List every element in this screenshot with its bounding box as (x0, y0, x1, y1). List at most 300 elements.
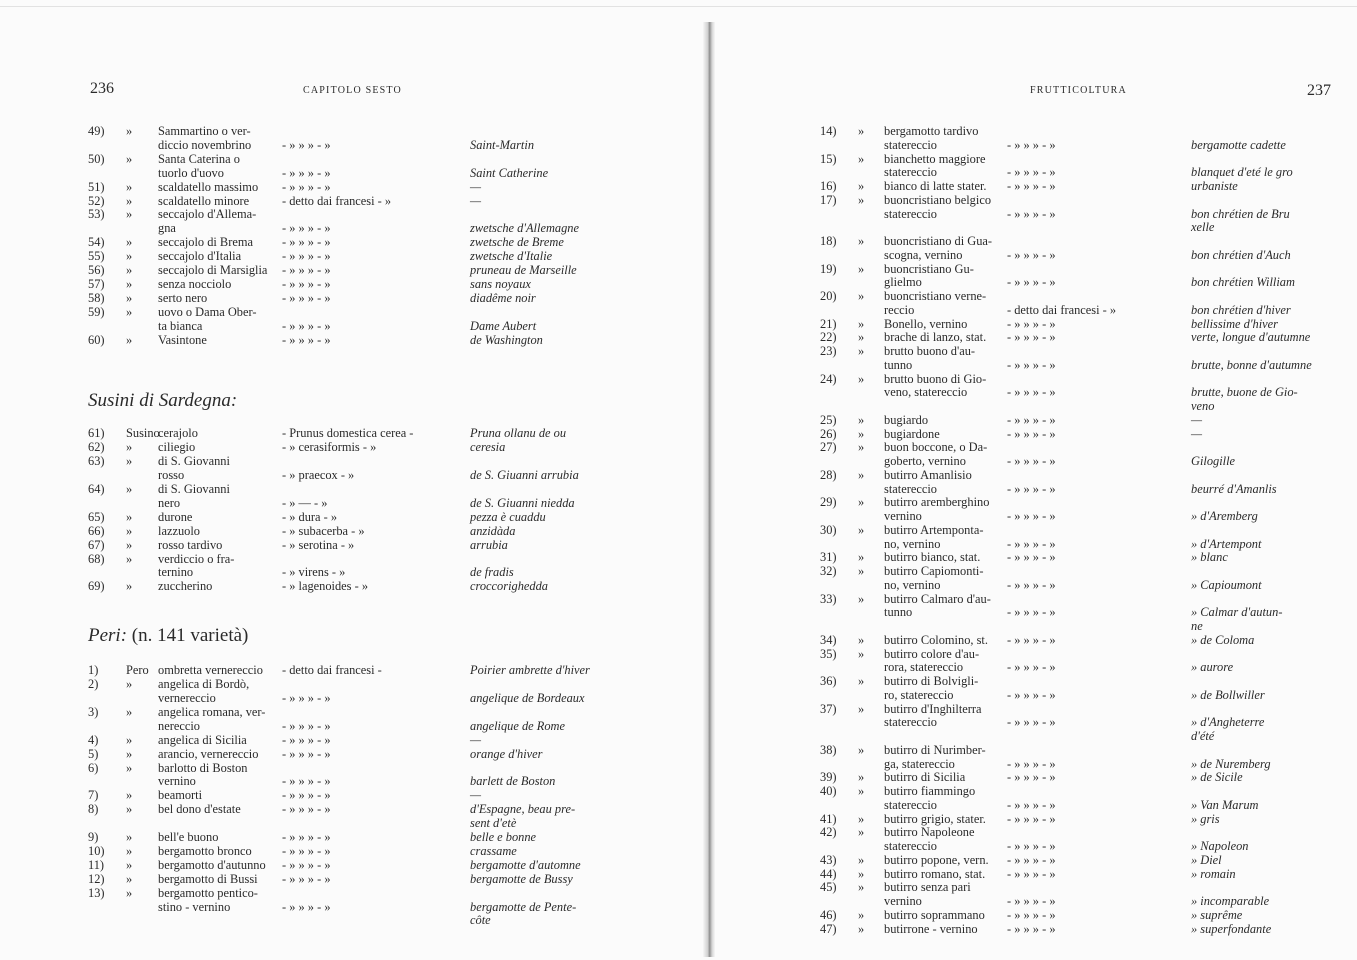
french-name: veno (1191, 399, 1215, 413)
connector: - » » » - » (282, 732, 331, 747)
connector: - » » » - » (282, 718, 331, 733)
italian-name: Vasintone (158, 332, 207, 347)
french-name: urbaniste (1191, 179, 1238, 193)
entry-number: 14) (820, 124, 837, 138)
entry-number: 11) (88, 857, 105, 872)
entry-number: 61) (88, 426, 105, 441)
italian-name: seccajolo d'Allema- (158, 207, 257, 222)
entry-number: 53) (88, 207, 105, 222)
italian-name: rora, statereccio (884, 660, 964, 675)
connector: - » » » - » (1007, 137, 1056, 152)
ditto-mark: » (858, 344, 865, 358)
ditto-mark: » (126, 509, 133, 524)
italian-name: butirro grigio, stater. (884, 811, 986, 826)
connector: - » » » - » (1007, 756, 1056, 771)
italian-name: bugiardone (884, 426, 940, 441)
connector: - » » » - » (282, 788, 331, 803)
connector: - » » » - » (282, 221, 331, 236)
ditto-mark: Pero (126, 663, 149, 678)
section-heading-peri-count: (n. 141 varietà) (131, 625, 249, 646)
italian-name: glielmo (884, 275, 922, 290)
french-name: d'été (1191, 729, 1215, 743)
entry-number: 26) (820, 426, 837, 441)
entry-number: 69) (88, 579, 105, 594)
italian-name: stino - vernino (158, 899, 231, 914)
french-name: sans noyaux (470, 276, 531, 291)
french-name: pruneau de Marseille (470, 263, 577, 277)
italian-name: bianchetto maggiore (884, 151, 986, 166)
french-name: bellissime d'hiver (1191, 316, 1278, 331)
italian-name: statereccio (884, 797, 937, 812)
italian-name: goberto, vernino (884, 454, 966, 468)
italian-name: angelica di Bordò, (158, 677, 250, 692)
connector: - » » » - » (282, 899, 331, 914)
connector: - » » » - » (282, 263, 331, 277)
french-name: ceresia (470, 440, 506, 455)
section-heading-peri-label: Peri: (88, 625, 128, 646)
connector: - » praecox - » (282, 468, 355, 483)
italian-name: bergamotto d'autunno (158, 857, 266, 872)
ditto-mark: » (126, 263, 133, 277)
ditto-mark: » (858, 674, 865, 688)
connector: - » » » - » (1007, 660, 1056, 675)
french-name: bergamotte d'automne (470, 857, 581, 872)
entry-number: 50) (88, 151, 105, 166)
french-name: bon chrétien William (1191, 275, 1295, 290)
entry-number: 19) (820, 261, 837, 276)
ditto-mark: » (858, 234, 865, 248)
italian-name: nero (158, 495, 181, 510)
connector: - » » » - » (282, 290, 331, 305)
ditto-mark: » (858, 151, 865, 166)
entry-number: 23) (820, 344, 837, 358)
italian-name: ga, statereccio (884, 756, 955, 771)
italian-name: lazzuolo (158, 523, 200, 538)
italian-name: buoncristiano Gu- (884, 261, 974, 276)
ditto-mark: » (858, 921, 865, 936)
french-name: bon chrétien d'Auch (1191, 247, 1291, 262)
italian-name: veno, statereccio (884, 385, 968, 400)
french-name: bergamotte de Bussy (470, 871, 573, 886)
entry-number: 24) (820, 371, 837, 386)
ditto-mark: » (126, 885, 133, 900)
connector: - » serotina - » (282, 537, 355, 552)
entry-number: 1) (88, 663, 99, 678)
connector: - » » » - » (1007, 426, 1056, 441)
italian-name: nereccio (158, 718, 200, 733)
section-heading-susini-sardegna: Susini di Sardegna: (88, 390, 238, 411)
italian-name: vernereccio (158, 691, 216, 705)
italian-name: arancio, vernereccio (158, 746, 259, 761)
connector: - » » » - » (1007, 316, 1056, 331)
ditto-mark: » (858, 742, 865, 757)
entry-number: 21) (820, 316, 837, 331)
connector: - » » » - » (1007, 206, 1056, 221)
italian-name: durone (158, 509, 193, 524)
entry-number: 55) (88, 249, 105, 264)
italian-name: ta bianca (158, 318, 203, 333)
french-name: » Calmar d'autun- (1191, 605, 1283, 620)
french-name: » blanc (1191, 550, 1228, 565)
italian-name: buon boccone, o Da- (884, 440, 988, 455)
french-name: sent d'etè (470, 816, 517, 831)
italian-name: statereccio (884, 715, 937, 730)
french-name: d'Espagne, beau pre- (470, 802, 576, 817)
french-name: Saint Catherine (470, 165, 549, 180)
connector: - detto dai francesi - » (1007, 302, 1117, 317)
ditto-mark: » (126, 788, 133, 803)
italian-name: buoncristiano verne- (884, 289, 987, 303)
ditto-mark: » (126, 551, 133, 566)
italian-name: angelica romana, ver- (158, 704, 266, 719)
ditto-mark: » (858, 701, 865, 716)
italian-name: butirro di Bolvigli- (884, 674, 979, 688)
connector: - » » » - » (1007, 715, 1056, 730)
connector: - » » » - » (282, 857, 331, 872)
entry-number: 35) (820, 646, 837, 661)
entry-number: 59) (88, 304, 105, 319)
entry-number: 18) (820, 234, 837, 248)
entry-number: 33) (820, 591, 837, 606)
ditto-mark: » (126, 579, 133, 594)
french-name: blanquet d'eté le gro (1191, 165, 1293, 180)
french-name: angelique de Rome (470, 718, 565, 733)
entry-number: 66) (88, 523, 105, 538)
ditto-mark: » (858, 316, 865, 331)
entry-number: 34) (820, 632, 837, 647)
connector: - » » » - » (1007, 247, 1056, 262)
connector: - » » » - » (282, 843, 331, 858)
connector: - » » » - » (282, 235, 331, 250)
entry-number: 4) (88, 732, 99, 747)
ditto-mark: » (858, 440, 865, 455)
ditto-mark: » (126, 151, 133, 166)
french-name: angelique de Bordeaux (470, 691, 585, 705)
italian-name: ternino (158, 565, 194, 580)
entry-number: 46) (820, 907, 837, 922)
ditto-mark: » (126, 871, 133, 886)
french-name: » aurore (1191, 660, 1234, 675)
connector: - Prunus domestica cerea - (282, 426, 414, 441)
entry-number: 8) (88, 802, 99, 817)
connector: - » » » - » (282, 179, 331, 194)
italian-name: di S. Giovanni (158, 482, 230, 496)
italian-name: ombretta vernereccio (158, 663, 263, 678)
ditto-mark: » (126, 193, 133, 208)
italian-name: butirro di Sicilia (884, 770, 966, 785)
italian-name: butirro Calmaro d'au- (884, 591, 991, 606)
italian-name: uovo o Dama Ober- (158, 304, 257, 319)
french-name: — (1191, 426, 1203, 441)
italian-name: rosso tardivo (158, 537, 223, 552)
connector: - » » » - » (1007, 550, 1056, 565)
italian-name: butirro Capiomonti- (884, 564, 984, 578)
italian-name: butirro senza pari (884, 880, 971, 895)
entry-number: 25) (820, 412, 837, 427)
french-name: » suprême (1191, 907, 1243, 922)
italian-name: vernino (884, 894, 922, 908)
entry-number: 39) (820, 770, 837, 785)
italian-name: beamorti (158, 788, 203, 803)
french-name: orange d'hiver (470, 746, 543, 761)
ditto-mark: » (858, 564, 865, 578)
page-number: 237 (1307, 82, 1331, 99)
ditto-mark: » (858, 330, 865, 345)
connector: - » » » - » (1007, 357, 1056, 372)
french-name: zwetsche d'Allemagne (470, 221, 579, 236)
ditto-mark: » (858, 371, 865, 386)
connector: - detto dai francesi - (282, 663, 382, 678)
connector: - » » » - » (282, 871, 331, 886)
entry-number: 68) (88, 551, 105, 566)
french-name: barlett de Boston (470, 774, 556, 789)
french-name: anzidàda (470, 523, 516, 538)
italian-name: bergamotto tardivo (884, 124, 979, 138)
connector: - » lagenoides - » (282, 579, 369, 594)
connector: - » cerasiformis - » (282, 440, 377, 455)
ditto-mark: » (126, 802, 133, 817)
french-name: crassame (470, 843, 517, 858)
entry-number: 57) (88, 276, 105, 291)
ditto-mark: » (858, 811, 865, 826)
connector: - » virens - » (282, 565, 346, 580)
ditto-mark: » (126, 857, 133, 872)
entry-number: 29) (820, 495, 837, 510)
ditto-mark: » (126, 235, 133, 250)
italian-name: seccajolo d'Italia (158, 249, 242, 264)
entry-number: 22) (820, 330, 837, 345)
connector: - » » » - » (282, 802, 331, 817)
french-name: » Diel (1191, 852, 1222, 867)
entry-number: 38) (820, 742, 837, 757)
ditto-mark: » (858, 591, 865, 606)
ditto-mark: » (858, 646, 865, 661)
italian-name: statereccio (884, 839, 937, 853)
italian-name: scaldatello massimo (158, 179, 259, 194)
connector: - » » » - » (282, 830, 331, 844)
italian-name: di S. Giovanni (158, 454, 230, 469)
entry-number: 64) (88, 482, 105, 496)
italian-name: cerajolo (158, 426, 198, 441)
ditto-mark: » (858, 124, 865, 138)
french-name: » Napoleon (1191, 839, 1249, 853)
entry-number: 36) (820, 674, 837, 688)
italian-name: ciliegio (158, 440, 196, 455)
french-name: » Van Marum (1191, 797, 1259, 812)
connector: - » » » - » (1007, 770, 1056, 785)
connector: - » » » - » (1007, 577, 1056, 592)
italian-name: bianco di latte stater. (884, 179, 987, 193)
french-name: » d'Aremberg (1191, 509, 1258, 523)
french-name: » de Nuremberg (1191, 756, 1271, 771)
connector: - » » » - » (282, 249, 331, 264)
italian-name: seccajolo di Marsiglia (158, 263, 268, 277)
italian-name: Sammartino o ver- (158, 124, 251, 138)
entry-number: 20) (820, 289, 837, 303)
french-name: pezza è cuaddu (470, 509, 546, 524)
french-name: — (1191, 412, 1203, 427)
entry-number: 49) (88, 124, 105, 138)
ditto-mark: » (126, 207, 133, 222)
entry-number: 65) (88, 509, 105, 524)
ditto-mark: » (126, 440, 133, 455)
italian-name: tunno (884, 357, 913, 372)
connector: - » » » - » (1007, 330, 1056, 345)
entry-number: 54) (88, 235, 105, 250)
connector: - » » » - » (282, 276, 331, 291)
italian-name: verdiccio o fra- (158, 551, 235, 566)
connector: - » dura - » (282, 509, 338, 524)
entry-number: 44) (820, 866, 837, 881)
french-name: brutte, buone de Gio- (1191, 385, 1298, 400)
ditto-mark: » (126, 179, 133, 194)
page-number: 236 (90, 80, 114, 97)
running-header: FRUTTICOLTURA (1030, 85, 1127, 96)
ditto-mark: » (858, 866, 865, 881)
italian-name: seccajolo di Brema (158, 235, 253, 250)
italian-name: butirro soprammano (884, 907, 985, 922)
french-name: » Capioumont (1191, 577, 1262, 592)
connector: - » » » - » (1007, 797, 1056, 812)
french-name: » d'Artempont (1191, 536, 1262, 551)
entry-number: 28) (820, 467, 837, 482)
italian-name: butirro di Nurimber- (884, 742, 986, 757)
italian-name: bergamotto bronco (158, 843, 252, 858)
italian-name: butirro Napoleone (884, 825, 975, 840)
italian-name: senza nocciolo (158, 276, 232, 291)
italian-name: bel dono d'estate (158, 802, 241, 817)
entry-number: 17) (820, 192, 837, 207)
french-name: diadême noir (470, 290, 536, 305)
ditto-mark: » (126, 332, 133, 347)
entry-number: 52) (88, 193, 105, 208)
french-name: Saint-Martin (470, 137, 535, 152)
ditto-mark: » (858, 179, 865, 193)
french-name: Gilogille (1191, 454, 1236, 468)
running-header: CAPITOLO SESTO (303, 85, 402, 96)
italian-name: butirro bianco, stat. (884, 550, 981, 565)
connector: - » » » - » (1007, 481, 1056, 496)
entry-number: 27) (820, 440, 837, 455)
entry-number: 6) (88, 760, 99, 775)
connector: - » » » - » (1007, 509, 1056, 523)
connector: - » » » - » (282, 137, 331, 152)
ditto-mark: Susino (126, 426, 160, 441)
entry-number: 32) (820, 564, 837, 578)
french-name: ne (1191, 619, 1203, 633)
italian-name: zuccherino (158, 579, 213, 594)
french-name: » gris (1191, 811, 1220, 826)
connector: - » » » - » (1007, 811, 1056, 826)
italian-name: serto nero (158, 290, 208, 305)
ditto-mark: » (126, 276, 133, 291)
entry-number: 40) (820, 784, 837, 798)
italian-name: no, vernino (884, 577, 941, 592)
connector: - » » » - » (1007, 894, 1056, 908)
ditto-mark: » (858, 467, 865, 482)
connector: - detto dai francesi - » (282, 193, 392, 208)
french-name: — (470, 732, 482, 747)
connector: - » » » - » (1007, 385, 1056, 400)
french-name: » d'Angheterre (1191, 715, 1265, 730)
italian-name: butirrone - vernino (884, 921, 978, 936)
entry-number: 42) (820, 825, 837, 840)
ditto-mark: » (126, 843, 133, 858)
connector: - » » » - » (282, 332, 331, 347)
entry-number: 63) (88, 454, 105, 469)
connector: - » » » - » (282, 165, 331, 180)
french-name: de Washington (470, 332, 543, 347)
italian-name: bergamotto pentico- (158, 885, 258, 900)
italian-name: no, vernino (884, 536, 941, 551)
entry-number: 60) (88, 332, 105, 347)
french-name: côte (470, 913, 491, 928)
italian-name: butirro romano, stat. (884, 866, 986, 881)
entry-number: 7) (88, 788, 99, 803)
french-name: Pruna ollanu de ou (470, 426, 567, 441)
ditto-mark: » (126, 704, 133, 719)
italian-name: butirro fiammingo (884, 784, 976, 798)
connector: - » » » - » (1007, 921, 1056, 936)
italian-name: tuorlo d'uovo (158, 165, 224, 180)
italian-name: butirro popone, vern. (884, 852, 989, 867)
french-name: arrubia (470, 537, 508, 552)
italian-name: scogna, vernino (884, 247, 963, 262)
french-name: bergamotte de Pente- (470, 899, 577, 914)
entry-number: 15) (820, 151, 837, 166)
italian-name: statereccio (884, 206, 937, 221)
ditto-mark: » (126, 523, 133, 538)
connector: - » » » - » (1007, 687, 1056, 702)
french-name: zwetsche d'Italie (470, 249, 553, 264)
french-name: bon chrétien de Bru (1191, 206, 1290, 221)
entry-number: 45) (820, 880, 837, 895)
ditto-mark: » (858, 426, 865, 441)
connector: - » » » - » (1007, 536, 1056, 551)
italian-name: brutto buono d'au- (884, 344, 976, 358)
ditto-mark: » (858, 289, 865, 303)
entry-number: 3) (88, 704, 99, 719)
french-name: » de Coloma (1191, 632, 1255, 647)
ditto-mark: » (126, 124, 133, 138)
entry-number: 41) (820, 811, 837, 826)
french-name: bergamotte cadette (1191, 137, 1286, 152)
entry-number: 47) (820, 921, 837, 936)
connector: - » subacerba - » (282, 523, 365, 538)
connector: - » » » - » (282, 691, 331, 705)
french-name: de S. Giuanni arrubia (470, 468, 579, 483)
ditto-mark: » (126, 454, 133, 469)
ditto-mark: » (126, 746, 133, 761)
connector: - » » » - » (1007, 165, 1056, 180)
italian-name: barlotto di Boston (158, 760, 248, 775)
connector: - » » » - » (282, 774, 331, 789)
ditto-mark: » (126, 482, 133, 496)
connector: - » » » - » (1007, 839, 1056, 853)
ditto-mark: » (858, 784, 865, 798)
ditto-mark: » (126, 249, 133, 264)
ditto-mark: » (858, 880, 865, 895)
connector: - » » » - » (1007, 412, 1056, 427)
italian-name: butirro Artemponta- (884, 522, 984, 537)
italian-name: diccio novembrino (158, 137, 252, 152)
entry-number: 31) (820, 550, 837, 565)
french-name: de fradis (470, 565, 514, 580)
connector: - » » » - » (1007, 852, 1056, 867)
french-name: — (470, 193, 482, 208)
ditto-mark: » (126, 732, 133, 747)
right-page (712, 0, 1357, 960)
